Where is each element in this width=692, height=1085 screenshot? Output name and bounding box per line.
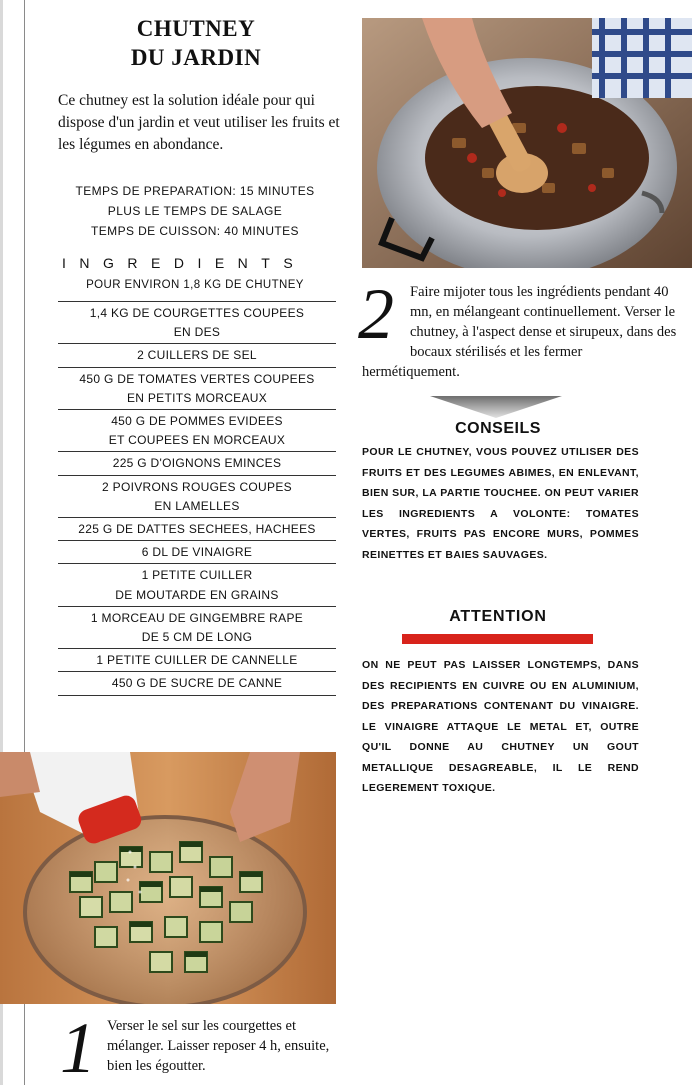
ingredients-yield: POUR ENVIRON 1,8 KG DE CHUTNEY: [86, 279, 304, 291]
attention-heading: ATTENTION: [449, 608, 547, 625]
step-2-text: [362, 282, 682, 382]
photo-pot-stirring: [362, 18, 692, 268]
recipe-title: CHUTNEY DU JARDIN: [130, 16, 262, 70]
step-1-number: 1: [60, 1008, 96, 1085]
step-1-instructions: Verser le sel sur les courgettes et mélanger. Laisser reposer 4 h, ensuite, bien les égoutter.: [107, 1018, 330, 1074]
recipe-intro: Ce chutney est la solution idéale pour qui dispose d'un jardin et veut utiliser les fruits et les légumes en abondance.: [58, 92, 340, 153]
salting-time: PLUS LE TEMPS DE SALAGE: [107, 204, 283, 218]
step-number-space: [362, 282, 410, 344]
ingredient-item: 1,4 KG DE COURGETTES COUPEES EN DES: [58, 301, 336, 343]
ingredient-item: 6 DL DE VINAIGRE: [58, 540, 336, 563]
bowl-illustration: [0, 752, 336, 1004]
conseils-triangle-icon: [430, 396, 562, 418]
attention-red-bar: [402, 634, 593, 644]
prep-time: TEMPS DE PREPARATION: 15 MINUTES: [75, 184, 315, 198]
ingredient-item: 1 MORCEAU DE GINGEMBRE RAPE DE 5 CM DE LONG: [58, 606, 336, 648]
pot-illustration: [362, 18, 692, 268]
recipe-times: [50, 181, 340, 241]
ingredient-item: 2 POIVRONS ROUGES COUPES EN LAMELLES: [58, 475, 336, 517]
step-2-instructions: Faire mijoter tous les ingrédients pendant 40 mn, en mélangeant continuellement. Verser le chutney, à l'aspect dense et sirupeux, dans des bocaux stérilisés et les fermer hermétiquement.: [362, 284, 677, 380]
conseils-heading: CONSEILS: [455, 420, 541, 437]
cooking-time: TEMPS DE CUISSON: 40 MINUTES: [91, 224, 299, 238]
attention-text: ON NE PEUT PAS LAISSER LONGTEMPS, DANS DES RECIPIENTS EN CUIVRE OU EN ALUMINIUM, DES PREPARATIONS CONTENANT DU VINAIGRE. LE VINAIGRE ATTAQUE LE METAL ET, OUTRE QU'IL DONNE AU CHUTNEY UN GOUT METALLIQUE DESAGREABLE, IL LE REND LEGEREMENT TOXIQUE.: [362, 659, 639, 794]
ingredient-item: 1 PETITE CUILLER DE CANNELLE: [58, 648, 336, 671]
ingredient-item: 450 G DE TOMATES VERTES COUPEES EN PETITS MORCEAUX: [58, 367, 336, 409]
ingredients-heading: INGREDIENTS: [62, 255, 307, 271]
ingredient-item: 225 G D'OIGNONS EMINCES: [58, 451, 336, 474]
ingredient-item: 450 G DE SUCRE DE CANNE: [58, 671, 336, 695]
photo-zucchini-bowl: [0, 752, 336, 1004]
ingredient-item: 225 G DE DATTES SECHEES, HACHEES: [58, 517, 336, 540]
ingredients-list: [58, 301, 336, 696]
conseils-text: POUR LE CHUTNEY, VOUS POUVEZ UTILISER DES FRUITS ET DES LEGUMES ABIMES, EN ENLEVANT, BIEN SUR, LA PARTIE TOUCHEE. ON PEUT VARIER LES INGREDIENTS A VOLONTE: TOMATES VERTES, FRUITS PAS ENCORE MURS, POMMES REINETTES ET BAIES SAUVAGES.: [362, 446, 639, 561]
ingredient-item: 450 G DE POMMES EVIDEES ET COUPEES EN MORCEAUX: [58, 409, 336, 451]
ingredient-item: 2 CUILLERS DE SEL: [58, 343, 336, 366]
step-2-number: 2: [358, 274, 394, 354]
ingredient-item: 1 PETITE CUILLER DE MOUTARDE EN GRAINS: [58, 563, 336, 605]
